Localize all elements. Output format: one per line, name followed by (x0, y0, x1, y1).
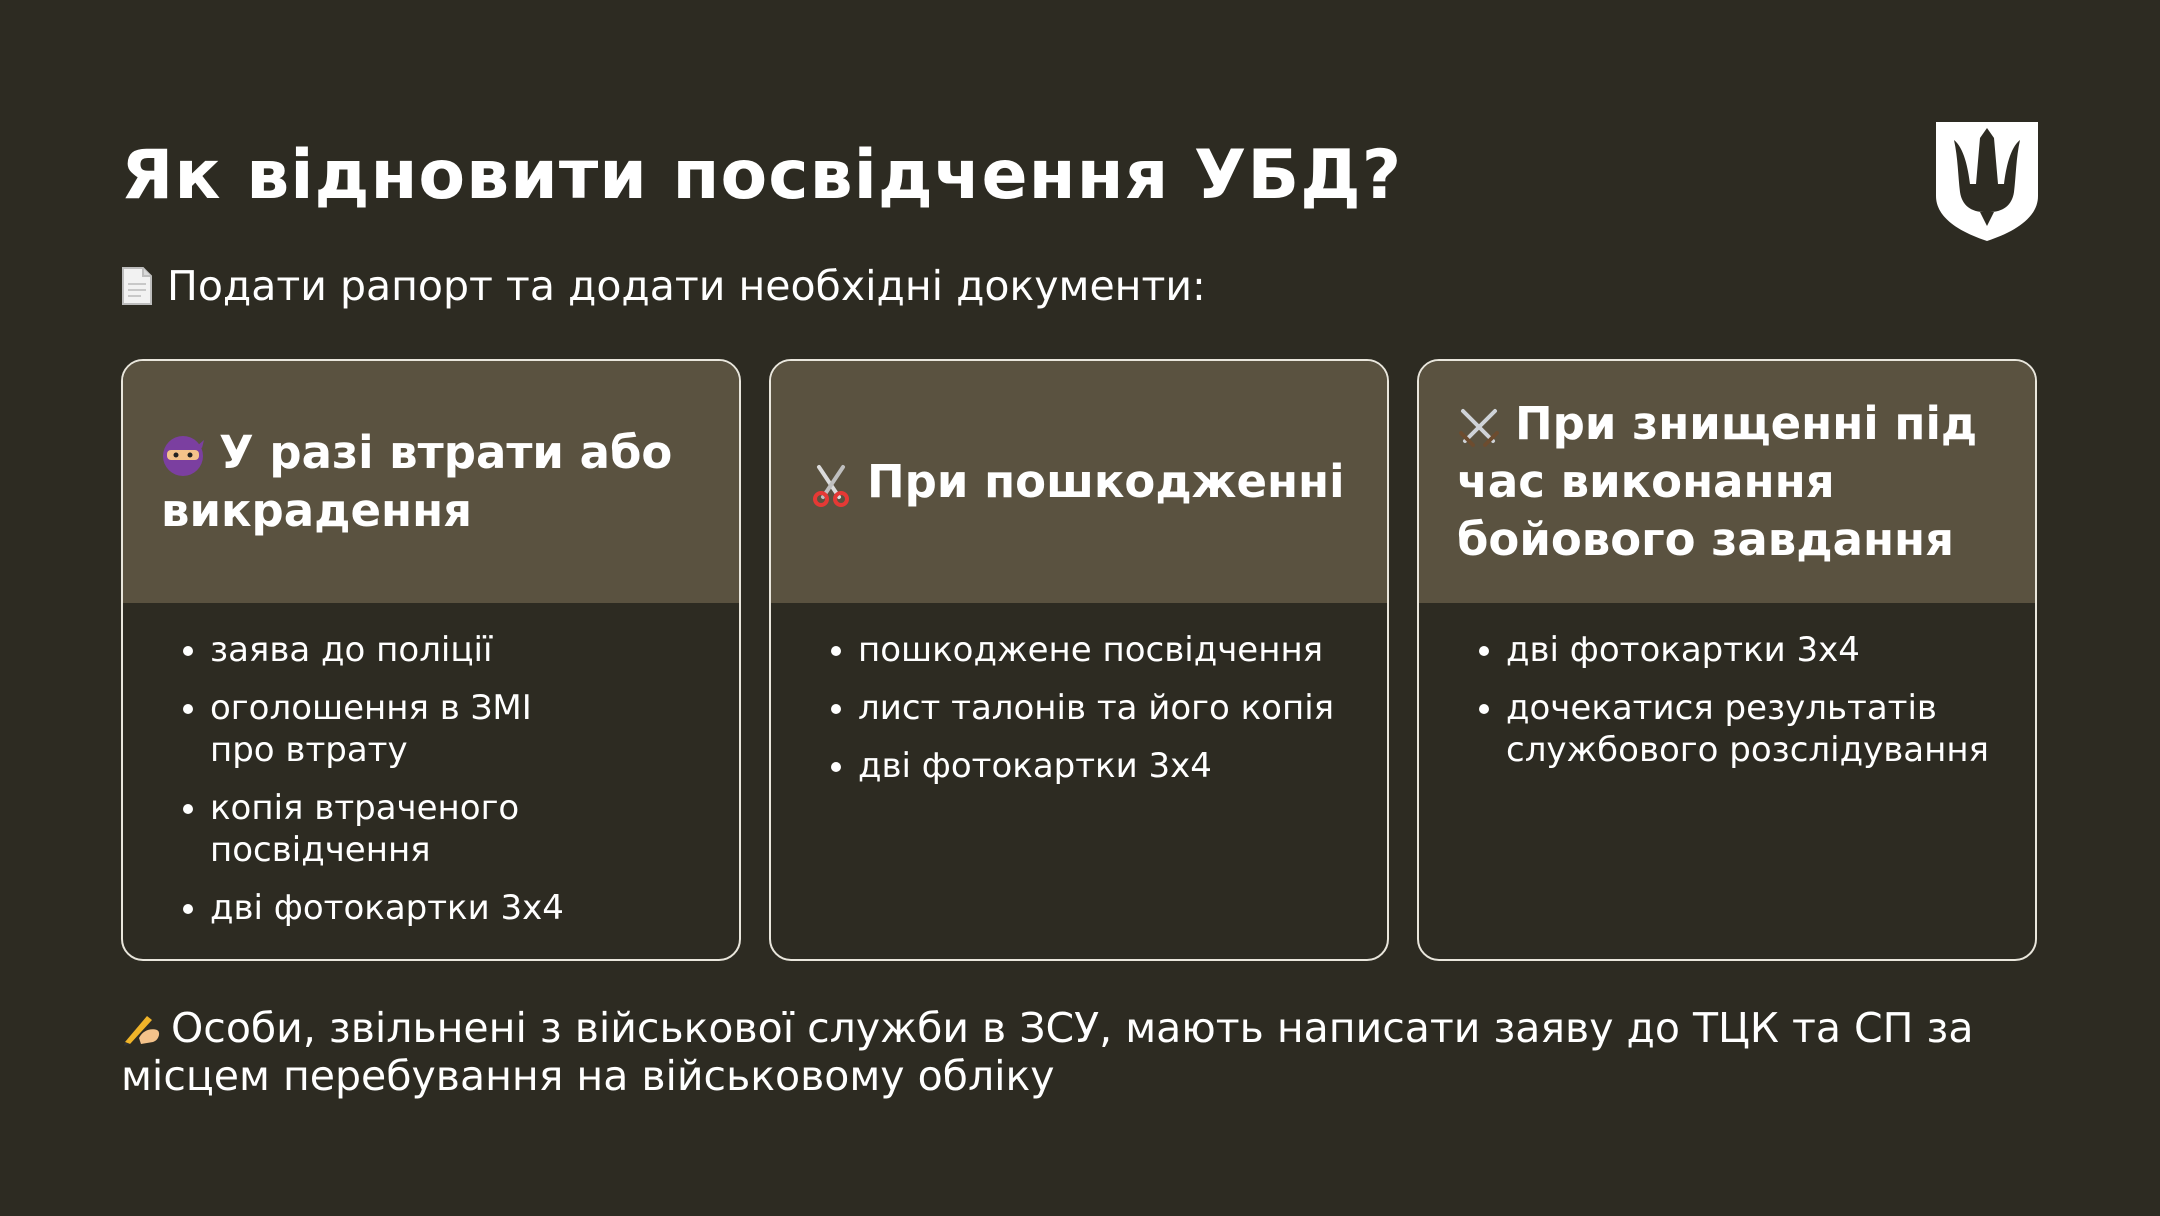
ninja-icon (161, 434, 205, 478)
requirements-list (1479, 629, 2005, 771)
scissors-icon (809, 463, 853, 507)
trident-shield-icon (1932, 118, 2042, 243)
card-header (123, 361, 739, 603)
card-header (1419, 361, 2035, 603)
card-header (771, 361, 1387, 603)
list-item: • дві фотокартки 3х4 (210, 887, 709, 929)
cards-row (121, 359, 2039, 963)
intro-line (121, 262, 1206, 310)
list-item: • заява до поліції (210, 629, 709, 671)
list-item: • лист талонів та його копія (858, 687, 1357, 729)
document-icon (121, 266, 153, 306)
card-loss-theft (121, 359, 741, 961)
card-title: При знищенні під час виконання бойового завдання (1457, 397, 1978, 566)
card-title: При пошкодженні (809, 453, 1345, 511)
card-title: У разі втрати або викрадення (161, 426, 673, 537)
footer-note (121, 1004, 2051, 1100)
card-body (771, 603, 1387, 787)
card-damage (769, 359, 1389, 961)
requirements-list (831, 629, 1357, 787)
footer-text: Особи, звільнені з військової служби в ЗСУ, мають написати заяву до ТЦК та СП за місцем перебування на військовому обліку (121, 1004, 1974, 1100)
card-destruction (1417, 359, 2037, 961)
card-body (123, 603, 739, 929)
crossed-swords-icon (1457, 405, 1501, 449)
intro-text: Подати рапорт та додати необхідні документи: (167, 262, 1206, 310)
writing-hand-icon (121, 1008, 161, 1046)
list-item: • оголошення в ЗМІ про втрату (210, 687, 590, 771)
card-body (1419, 603, 2035, 771)
list-item: • копія втраченого посвідчення (210, 787, 590, 871)
list-item: • дві фотокартки 3х4 (1506, 629, 2005, 671)
page-title: Як відновити посвідчення УБД? (121, 136, 1403, 215)
requirements-list (183, 629, 709, 929)
list-item: • дочекатися результатів службового розслідування (1506, 687, 2005, 771)
list-item: • дві фотокартки 3х4 (858, 745, 1357, 787)
list-item: • пошкоджене посвідчення (858, 629, 1357, 671)
